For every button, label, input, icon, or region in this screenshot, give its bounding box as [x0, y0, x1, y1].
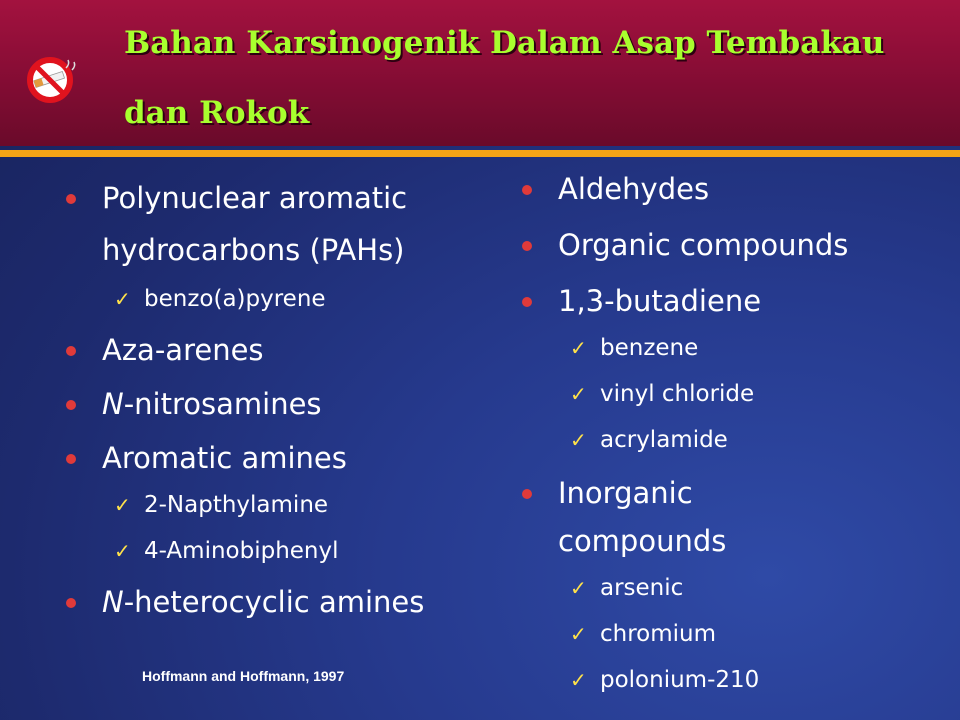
sub-item-label: vinyl chloride: [600, 381, 755, 407]
check-icon: ✓: [114, 287, 131, 311]
right-column: [522, 165, 942, 703]
item-label: Aza-arenes: [102, 333, 264, 367]
sub-item-label: benzo(a)pyrene: [144, 286, 326, 312]
check-icon: ✓: [570, 576, 587, 600]
italic-prefix: N: [102, 387, 124, 421]
bullet-dot: [522, 185, 532, 195]
bullet-dot: [66, 346, 76, 356]
sub-item-acrylamide: [522, 417, 942, 463]
item-label: Inorganic compounds: [558, 476, 727, 558]
check-icon: ✓: [114, 493, 131, 517]
sub-item-4-aminobiphenyl: [66, 528, 496, 574]
list-item-n-nitrosamines: [66, 380, 496, 428]
sub-item-arsenic: [522, 565, 942, 611]
left-column: [66, 172, 496, 626]
sub-item-2-napthylamine: [66, 482, 496, 528]
sub-item-label: 2-Napthylamine: [144, 492, 329, 518]
item-label: 1,3-butadiene: [558, 284, 762, 318]
bullet-dot: [522, 489, 532, 499]
sub-item-label: benzene: [600, 335, 699, 361]
no-smoking-icon: [22, 54, 82, 106]
list-item-n-heterocyclic-amines: [66, 578, 496, 626]
sub-item-label: acrylamide: [600, 427, 728, 453]
item-label: Organic compounds: [558, 228, 849, 262]
bullet-dot: [522, 241, 532, 251]
item-label: Aldehydes: [558, 172, 710, 206]
list-item-pahs: [66, 172, 496, 276]
sub-item-polonium-210: [522, 657, 942, 703]
bullet-dot: [66, 598, 76, 608]
citation: Hoffmann and Hoffmann, 1997: [142, 668, 345, 684]
sub-item-chromium: [522, 611, 942, 657]
accent-divider: [0, 150, 960, 157]
check-icon: ✓: [114, 539, 131, 563]
italic-prefix: N: [102, 585, 124, 619]
sub-item-label: 4-Aminobiphenyl: [144, 538, 339, 564]
item-label: -heterocyclic amines: [123, 585, 425, 619]
bullet-dot: [66, 194, 76, 204]
bullet-dot: [66, 400, 76, 410]
list-item-aldehydes: [522, 165, 942, 213]
sub-item-label: arsenic: [600, 575, 684, 601]
item-label: -nitrosamines: [123, 387, 322, 421]
list-item-aza-arenes: [66, 326, 496, 374]
check-icon: ✓: [570, 428, 587, 452]
check-icon: ✓: [570, 382, 587, 406]
slide-title: Bahan Karsinogenik Dalam Asap Tembakau dan Rokok: [124, 25, 885, 131]
list-item-organic-compounds: [522, 221, 942, 269]
sub-item-label: chromium: [600, 621, 717, 647]
list-item-inorganic-compounds: [522, 469, 778, 565]
check-icon: ✓: [570, 668, 587, 692]
check-icon: ✓: [570, 336, 587, 360]
bullet-dot: [522, 297, 532, 307]
sub-item-benzo-a-pyrene: [66, 276, 496, 322]
bullet-dot: [66, 454, 76, 464]
sub-item-benzene: [522, 325, 942, 371]
sub-item-vinyl-chloride: [522, 371, 942, 417]
item-label: Polynuclear aromatic hydrocarbons (PAHs): [102, 181, 408, 267]
list-item-1-3-butadiene: [522, 277, 942, 325]
list-item-aromatic-amines: [66, 434, 496, 482]
sub-item-label: polonium-210: [600, 667, 760, 693]
item-label: Aromatic amines: [102, 441, 347, 475]
check-icon: ✓: [570, 622, 587, 646]
